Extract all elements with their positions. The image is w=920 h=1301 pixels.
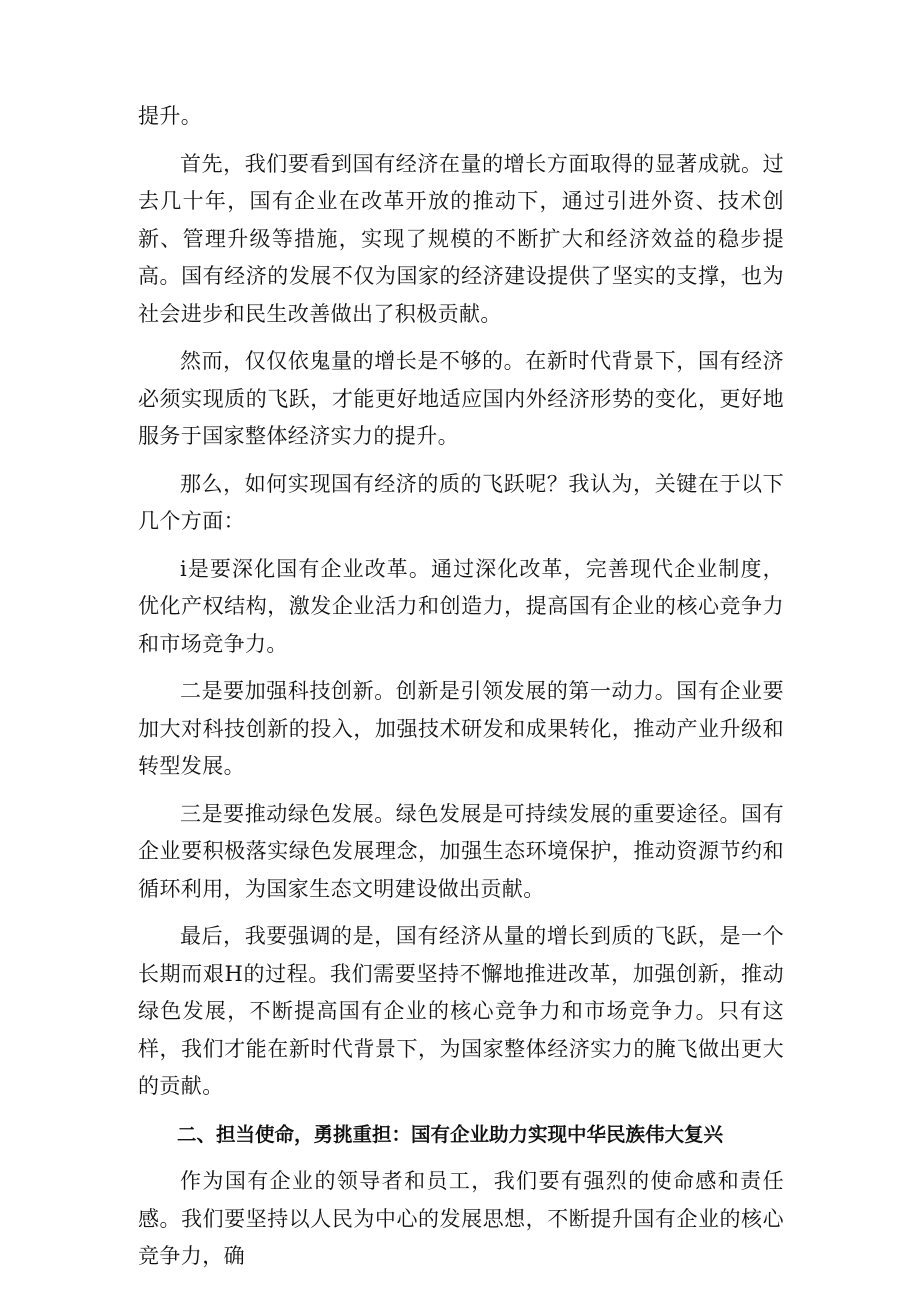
document-body (138, 98, 784, 1286)
paragraph-point-one: i是要深化国有企业改革。通过深化改革，完善现代企业制度，优化产权结构，激发企业活力和创造力，提高国有企业的核心竞争力和市场竞争力。 (138, 556, 784, 656)
section-heading: 二、担当使命，勇挑重担：国有企业助力实现中华民族伟大复兴 (177, 1122, 724, 1146)
paragraph-however: 然而，仅仅依鬼量的增长是不够的。在新时代背景下，国有经济必须实现质的飞跃，才能更好地适应国内外经济形势的变化，更好地服务于国家整体经济实力的提升。 (138, 349, 784, 448)
paragraph-first: 首先，我们要看到国有经济在量的增长方面取得的显著成就。过去几十年，国有企业在改革开放的推动下，通过引进外资、技术创新、管理升级等措施，实现了规模的不断扩大和经济效益的稳步提高。国有经济的发展不仅为国家的经济建设提供了坚实的支撑，也为社会进步和民生改善做出了积极贡献。 (138, 151, 784, 326)
paragraph-point-three: 三是要推动绿色发展。绿色发展是可持续发展的重要途径。国有企业要积极落实绿色发展理念，加强生态环境保护，推动资源节约和循环利用，为国家生态文明建设做出贡献。 (138, 801, 784, 901)
paragraph-continuation: 提升。 (138, 104, 203, 128)
paragraph-question: 那么，如何实现国有经济的质的飞跃呢？我认为，关键在于以下几个方面： (138, 471, 784, 533)
paragraph-finally: 最后，我要强调的是，国有经济从量的增长到质的飞跃，是一个长期而艰H的过程。我们需要坚持不懈地推进改革，加强创新，推动绿色发展，不断提高国有企业的核心竞争力和市场竞争力。只有这样，我们才能在新时代背景下，为国家整体经济实力的腌飞做出更大的贡献。 (138, 924, 784, 1098)
paragraph-section-intro: 作为国有企业的领导者和员工，我们要有强烈的使命感和责任感。我们要坚持以人民为中心的发展思想，不断提升国有企业的核心竞争力，确 (138, 1169, 784, 1268)
paragraph-point-two: 二是要加强科技创新。创新是引领发展的第一动力。国有企业要加大对科技创新的投入，加强技术研发和成果转化，推动产业升级和转型发展。 (138, 679, 784, 778)
